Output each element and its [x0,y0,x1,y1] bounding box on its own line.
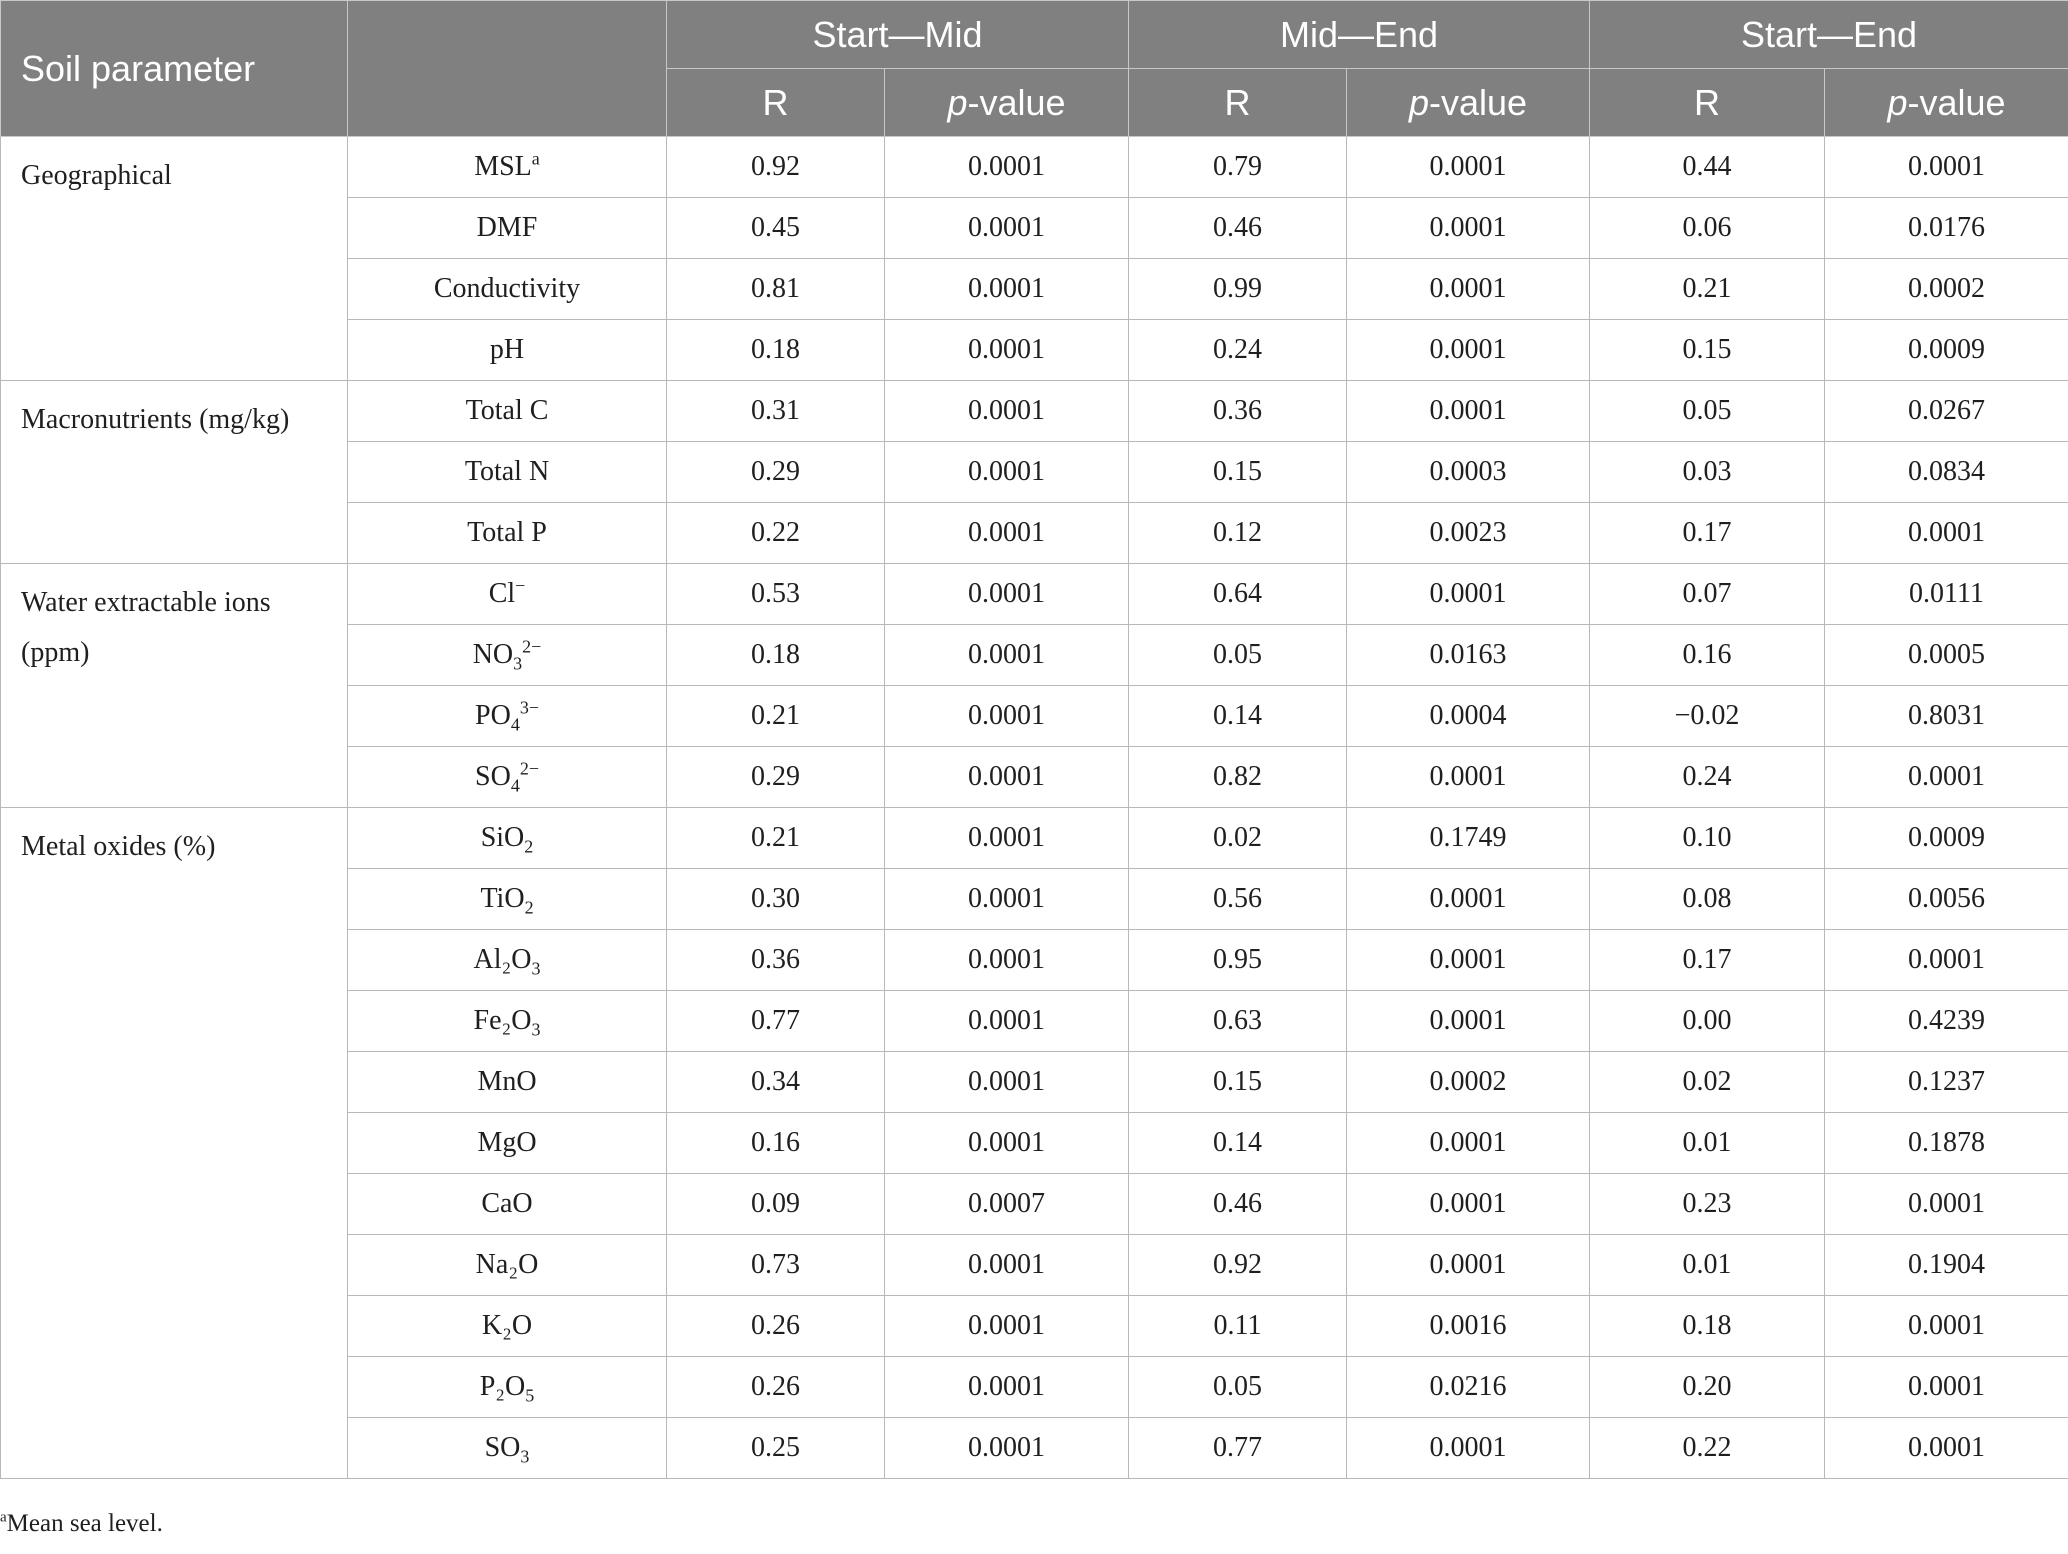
header-row-groups [1,1,2068,69]
cell-p-start-end: 0.0001 [1825,747,2068,808]
parameter-cell: $Fe_2O_3$ [348,991,667,1052]
cell-p-start-end: 0.0001 [1825,1174,2068,1235]
table-row [1,381,2068,442]
cell-r-start-mid: 0.31 [667,381,885,442]
cell-r-start-mid: 0.53 [667,564,885,625]
cell-r-start-end: 0.00 [1590,991,1825,1052]
header-p-value-mid-end: p-value [1347,69,1590,137]
parameter-cell: Na₂O [348,1235,667,1296]
table-footnote: $^a$Mean sea level. [0,1509,163,1537]
cell-p-mid-end: 0.0001 [1347,747,1590,808]
cell-r-mid-end: 0.36 [1129,381,1347,442]
cell-r-start-end: 0.18 [1590,1296,1825,1357]
cell-p-start-mid: 0.0001 [885,564,1129,625]
cell-r-mid-end: 0.14 [1129,1113,1347,1174]
header-start-end: Start—End [1590,1,2068,69]
parameter-cell: $Al_2O_3$ [348,930,667,991]
header-mid-end: Mid—End [1129,1,1590,69]
parameter-cell: $PO_4^{3-}$ [348,686,667,747]
cell-p-mid-end: 0.0001 [1347,1174,1590,1235]
parameter-cell: MSL$^a$ [348,137,667,198]
cell-r-start-end: 0.20 [1590,1357,1825,1418]
parameter-cell: DMF [348,198,667,259]
cell-r-start-end: 0.23 [1590,1174,1825,1235]
cell-r-mid-end: 0.05 [1129,1357,1347,1418]
cell-p-start-mid: 0.0001 [885,625,1129,686]
cell-p-start-end: 0.0834 [1825,442,2068,503]
cell-p-start-mid: 0.0001 [885,1296,1129,1357]
header-p-value-start-mid: p-value [885,69,1129,137]
row-group-label: Geographical [1,137,348,381]
cell-p-start-end: 0.0176 [1825,198,2068,259]
cell-r-start-mid: 0.81 [667,259,885,320]
parameter-cell: $P_2O_5$ [348,1357,667,1418]
cell-r-start-end: −0.02 [1590,686,1825,747]
cell-p-start-end: 0.0111 [1825,564,2068,625]
cell-r-start-end: 0.22 [1590,1418,1825,1479]
cell-r-mid-end: 0.56 [1129,869,1347,930]
header-r-start-mid: R [667,69,885,137]
cell-p-start-end: 0.0001 [1825,137,2068,198]
parameter-cell: $NO_3^{2-}$ [348,625,667,686]
cell-r-start-mid: 0.16 [667,1113,885,1174]
parameter-cell: TiO$_2$ [348,869,667,930]
cell-p-mid-end: 0.0001 [1347,991,1590,1052]
row-group-label: Water extractable ions (ppm) [1,564,348,808]
cell-r-start-end: 0.01 [1590,1235,1825,1296]
cell-r-mid-end: 0.46 [1129,1174,1347,1235]
cell-r-start-mid: 0.26 [667,1357,885,1418]
cell-p-start-end: 0.1237 [1825,1052,2068,1113]
cell-p-start-end: 0.0001 [1825,1296,2068,1357]
cell-r-start-mid: 0.18 [667,625,885,686]
cell-p-start-mid: 0.0001 [885,381,1129,442]
cell-p-mid-end: 0.0001 [1347,869,1590,930]
cell-r-mid-end: 0.95 [1129,930,1347,991]
cell-r-start-end: 0.44 [1590,137,1825,198]
header-r-mid-end: R [1129,69,1347,137]
cell-r-start-mid: 0.09 [667,1174,885,1235]
cell-r-mid-end: 0.05 [1129,625,1347,686]
cell-p-start-end: 0.0001 [1825,930,2068,991]
table-row [1,137,2068,198]
cell-p-start-mid: 0.0001 [885,198,1129,259]
cell-p-start-mid: 0.0001 [885,1357,1129,1418]
cell-r-mid-end: 0.63 [1129,991,1347,1052]
parameter-cell: CaO [348,1174,667,1235]
cell-p-mid-end: 0.0004 [1347,686,1590,747]
cell-p-start-mid: 0.0001 [885,991,1129,1052]
cell-p-start-end: 0.1904 [1825,1235,2068,1296]
cell-r-start-mid: 0.21 [667,808,885,869]
cell-r-mid-end: 0.77 [1129,1418,1347,1479]
cell-p-mid-end: 0.0216 [1347,1357,1590,1418]
table-row [1,808,2068,869]
cell-r-start-mid: 0.73 [667,1235,885,1296]
cell-p-mid-end: 0.0001 [1347,320,1590,381]
cell-p-mid-end: 0.0001 [1347,1113,1590,1174]
cell-r-start-end: 0.06 [1590,198,1825,259]
cell-r-start-end: 0.03 [1590,442,1825,503]
cell-r-start-mid: 0.25 [667,1418,885,1479]
cell-r-mid-end: 0.24 [1129,320,1347,381]
cell-p-mid-end: 0.0001 [1347,259,1590,320]
cell-r-start-mid: 0.22 [667,503,885,564]
cell-p-mid-end: 0.0001 [1347,137,1590,198]
cell-p-mid-end: 0.0001 [1347,1418,1590,1479]
cell-p-start-mid: 0.0001 [885,137,1129,198]
cell-p-start-mid: 0.0001 [885,442,1129,503]
cell-r-start-mid: 0.36 [667,930,885,991]
cell-r-start-mid: 0.18 [667,320,885,381]
parameter-cell: $SO_4^{2-}$ [348,747,667,808]
cell-p-start-mid: 0.0001 [885,869,1129,930]
cell-r-start-end: 0.02 [1590,1052,1825,1113]
header-soil-parameter: Soil parameter [1,1,348,137]
cell-p-mid-end: 0.0001 [1347,564,1590,625]
cell-p-start-mid: 0.0001 [885,747,1129,808]
cell-r-start-mid: 0.92 [667,137,885,198]
cell-p-mid-end: 0.0016 [1347,1296,1590,1357]
parameter-cell: Total P [348,503,667,564]
cell-r-start-end: 0.24 [1590,747,1825,808]
cell-p-start-mid: 0.0001 [885,808,1129,869]
parameter-cell: $SO_3$ [348,1418,667,1479]
row-group-label: Metal oxides (%) [1,808,348,1479]
cell-p-start-end: 0.1878 [1825,1113,2068,1174]
cell-r-start-mid: 0.30 [667,869,885,930]
cell-r-mid-end: 0.82 [1129,747,1347,808]
cell-p-mid-end: 0.0163 [1347,625,1590,686]
cell-p-start-end: 0.0009 [1825,320,2068,381]
cell-p-mid-end: 0.0001 [1347,381,1590,442]
cell-r-start-end: 0.16 [1590,625,1825,686]
cell-p-start-mid: 0.0001 [885,930,1129,991]
cell-r-mid-end: 0.46 [1129,198,1347,259]
cell-r-start-end: 0.15 [1590,320,1825,381]
cell-p-start-end: 0.0001 [1825,503,2068,564]
cell-r-start-mid: 0.34 [667,1052,885,1113]
cell-p-mid-end: 0.0003 [1347,442,1590,503]
cell-p-start-end: 0.0056 [1825,869,2068,930]
cell-r-start-mid: 0.77 [667,991,885,1052]
parameter-cell: MnO [348,1052,667,1113]
cell-r-start-end: 0.17 [1590,503,1825,564]
cell-p-mid-end: 0.0001 [1347,930,1590,991]
cell-p-mid-end: 0.1749 [1347,808,1590,869]
cell-p-start-end: 0.0005 [1825,625,2068,686]
header-start-mid: Start—Mid [667,1,1129,69]
cell-p-start-end: 0.0001 [1825,1418,2068,1479]
cell-p-mid-end: 0.0023 [1347,503,1590,564]
cell-p-start-mid: 0.0007 [885,1174,1129,1235]
cell-r-start-mid: 0.29 [667,442,885,503]
cell-r-start-mid: 0.26 [667,1296,885,1357]
header-p-value-start-end: p-value [1825,69,2068,137]
parameter-cell: Total C [348,381,667,442]
parameter-cell: Cl− [348,564,667,625]
cell-r-start-mid: 0.45 [667,198,885,259]
cell-r-start-end: 0.01 [1590,1113,1825,1174]
cell-r-mid-end: 0.14 [1129,686,1347,747]
cell-r-start-end: 0.08 [1590,869,1825,930]
cell-r-start-end: 0.21 [1590,259,1825,320]
cell-p-start-mid: 0.0001 [885,1113,1129,1174]
table-row [1,564,2068,625]
cell-r-mid-end: 0.92 [1129,1235,1347,1296]
cell-r-mid-end: 0.99 [1129,259,1347,320]
cell-r-start-end: 0.10 [1590,808,1825,869]
parameter-cell: Total N [348,442,667,503]
cell-r-start-end: 0.05 [1590,381,1825,442]
cell-r-mid-end: 0.15 [1129,442,1347,503]
cell-p-start-mid: 0.0001 [885,320,1129,381]
cell-p-start-end: 0.8031 [1825,686,2068,747]
cell-r-start-end: 0.07 [1590,564,1825,625]
parameter-cell: SiO$_2$ [348,808,667,869]
cell-p-start-end: 0.4239 [1825,991,2068,1052]
cell-r-start-mid: 0.29 [667,747,885,808]
cell-p-start-end: 0.0001 [1825,1357,2068,1418]
cell-r-mid-end: 0.12 [1129,503,1347,564]
header-r-start-end: R [1590,69,1825,137]
cell-p-mid-end: 0.0001 [1347,1235,1590,1296]
header-parameter-blank [348,1,667,137]
cell-r-mid-end: 0.15 [1129,1052,1347,1113]
cell-p-start-mid: 0.0001 [885,503,1129,564]
cell-r-mid-end: 0.79 [1129,137,1347,198]
cell-p-start-mid: 0.0001 [885,1052,1129,1113]
cell-r-mid-end: 0.11 [1129,1296,1347,1357]
cell-p-start-mid: 0.0001 [885,686,1129,747]
cell-p-mid-end: 0.0002 [1347,1052,1590,1113]
cell-p-start-end: 0.0009 [1825,808,2068,869]
cell-r-start-end: 0.17 [1590,930,1825,991]
cell-p-start-mid: 0.0001 [885,1418,1129,1479]
parameter-cell: K₂O [348,1296,667,1357]
parameter-cell: Conductivity [348,259,667,320]
cell-p-mid-end: 0.0001 [1347,198,1590,259]
cell-p-start-mid: 0.0001 [885,1235,1129,1296]
table-body [1,137,2068,1479]
parameter-cell: MgO [348,1113,667,1174]
cell-p-start-end: 0.0002 [1825,259,2068,320]
cell-r-mid-end: 0.02 [1129,808,1347,869]
cell-p-start-end: 0.0267 [1825,381,2068,442]
cell-r-mid-end: 0.64 [1129,564,1347,625]
cell-p-start-mid: 0.0001 [885,259,1129,320]
parameter-cell: pH [348,320,667,381]
row-group-label: Macronutrients (mg/kg) [1,381,348,564]
cell-r-start-mid: 0.21 [667,686,885,747]
